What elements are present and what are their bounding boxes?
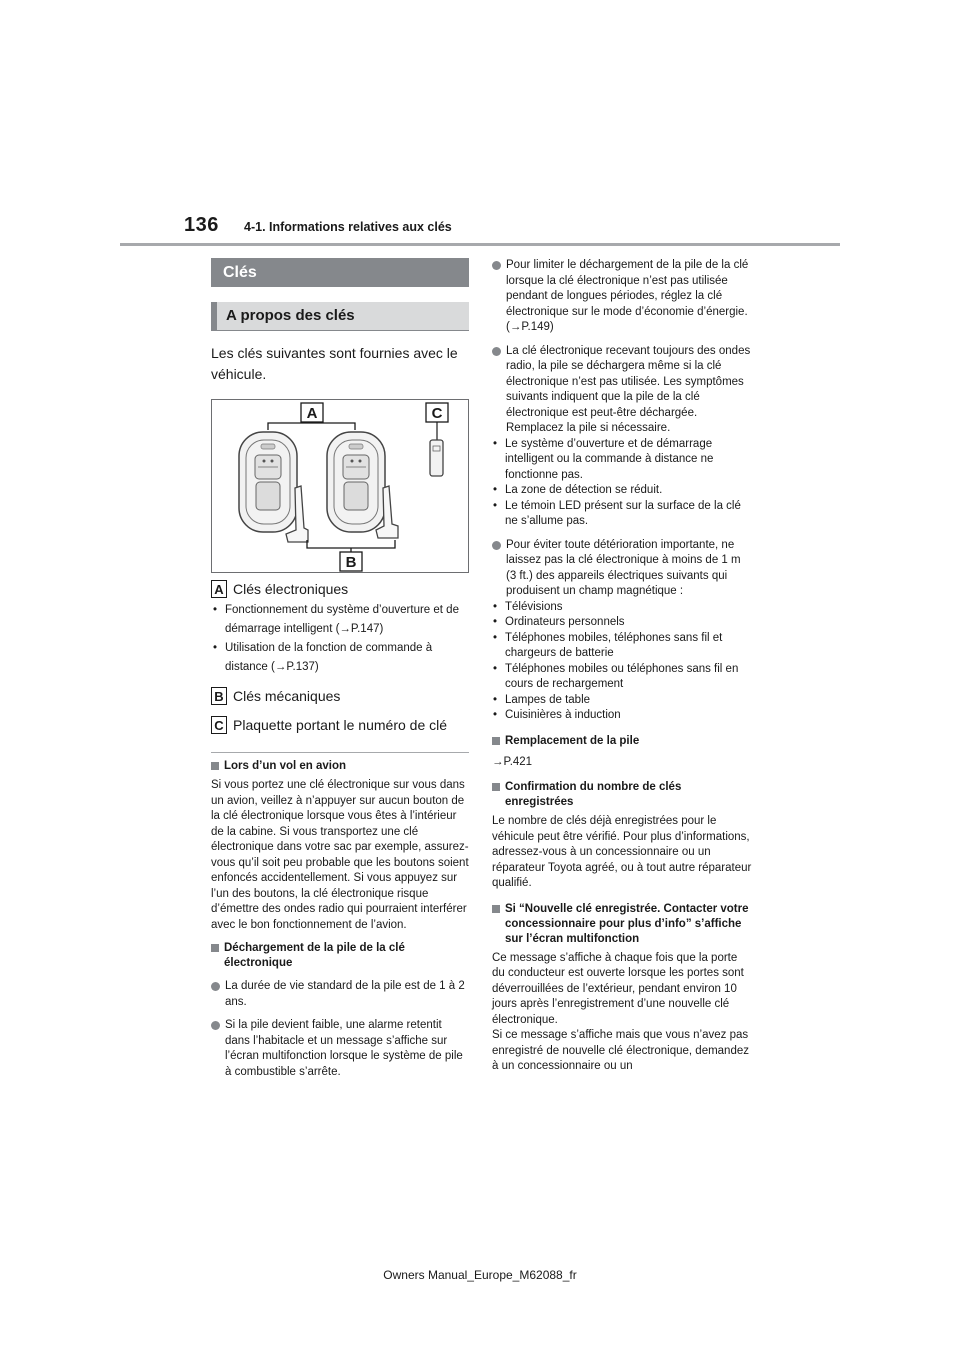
symptoms-list bbox=[492, 437, 752, 530]
legend-b-key: B bbox=[211, 687, 227, 705]
list-item: • La zone de détection se réduit. bbox=[492, 483, 752, 499]
note-replace-title: Remplacement de la pile bbox=[492, 734, 752, 749]
electronic-key-right-icon bbox=[327, 432, 385, 532]
list-item: • Ordinateurs personnels bbox=[492, 615, 752, 631]
note-battery-title: Déchargement de la pile de la clé électronique bbox=[211, 941, 469, 971]
note-confirm-text: Le nombre de clés déjà enregistrées pour le véhicule peut être vérifié. Pour plus d’informations, adressez-vous à un concessionnaire ou un réparateur Toyota agréé, ou à tout autre réparateur qualifié. bbox=[492, 815, 752, 889]
list-item: • Fonctionnement du système d’ouverture et de démarrage intelligent (→P.147) bbox=[211, 601, 469, 639]
key-number-plate-icon bbox=[430, 440, 443, 476]
note-new-key-text-2: Si ce message s’affiche mais que vous n’avez pas enregistré de nouvelle clé électronique, demandez à un concessionnaire ou un bbox=[492, 1029, 749, 1072]
label-c: C bbox=[431, 405, 443, 422]
legend-b-text: Clés mécaniques bbox=[233, 688, 341, 704]
list-item: • Lampes de table bbox=[492, 693, 752, 709]
keys-figure bbox=[211, 399, 469, 573]
circle-bullet-icon bbox=[211, 982, 220, 991]
legend-a-list bbox=[211, 601, 469, 677]
list-item: • Cuisinières à induction bbox=[492, 708, 752, 724]
header-rule bbox=[120, 243, 840, 246]
legend-a-text: Clés électroniques bbox=[233, 581, 349, 597]
section-title: Clés bbox=[211, 258, 469, 287]
square-bullet-icon bbox=[492, 783, 500, 791]
list-item: • Le témoin LED présent sur la surface de la clé ne s’allume pas. bbox=[492, 499, 752, 530]
chapter-title: 4-1. Informations relatives aux clés bbox=[244, 220, 452, 234]
page-number: 136 bbox=[184, 214, 219, 236]
note-flight-text: Si vous portez une clé électronique sur vous dans un avion, veillez à n’appuyer sur aucun bouton de la clé électronique lorsque vous êtes à l’intérieur de la cabine. Si vous transportez une clé électronique dans votre sac par exemple, assurez-vous qu’il soit peu probable que les boutons soient enfoncés accidentellement. Si vous appuyez sur l’un des boutons, la clé électronique risque d’émettre des ondes radio qui pourraient interférer avec le bon fonctionnement de l’avion. bbox=[211, 779, 469, 931]
note-battery-item: La durée de vie standard de la pile est de 1 à 2 ans. bbox=[211, 979, 469, 1010]
right-column bbox=[492, 258, 752, 1075]
list-item: • Téléphones mobiles, téléphones sans fil et chargeurs de batterie bbox=[492, 631, 752, 662]
note-battery-item: Si la pile devient faible, une alarme retentit dans l’habitacle et un message s’affiche sur l’écran multifonction lorsque le système de pile à combustible s’arrête. bbox=[211, 1018, 469, 1080]
square-bullet-icon bbox=[211, 762, 219, 770]
notes-divider bbox=[211, 752, 469, 753]
devices-list bbox=[492, 600, 752, 724]
circle-bullet-icon bbox=[492, 261, 501, 270]
legend-a-key: A bbox=[211, 580, 227, 598]
label-b: B bbox=[345, 554, 357, 571]
note-replace-link[interactable]: →P.421 bbox=[492, 755, 533, 768]
label-a: A bbox=[306, 405, 318, 422]
legend-a bbox=[211, 580, 469, 598]
circle-bullet-icon bbox=[492, 347, 501, 356]
legend-c bbox=[211, 716, 469, 734]
note-confirm-title: Confirmation du nombre de clés enregistrées bbox=[492, 780, 752, 810]
electronic-key-left-icon bbox=[239, 432, 297, 532]
square-bullet-icon bbox=[492, 737, 500, 745]
battery-symptoms-item: La clé électronique recevant toujours des ondes radio, la pile se déchargera même si la clé électronique n’est pas utilisée. Les symptômes suivants indiquent que la pile de la clé électronique est peut-être déchargée. Remplacez la pile si nécessaire. bbox=[492, 344, 752, 437]
legend-c-text: Plaquette portant le numéro de clé bbox=[233, 717, 448, 733]
list-item: • Télévisions bbox=[492, 600, 752, 616]
subsection-title: A propos des clés bbox=[211, 302, 469, 331]
note-flight-title: Lors d’un vol en avion bbox=[211, 759, 469, 774]
legend-b bbox=[211, 687, 469, 705]
legend-c-key: C bbox=[211, 716, 227, 734]
square-bullet-icon bbox=[492, 905, 500, 913]
footer-text: Owners Manual_Europe_M62088_fr bbox=[383, 1268, 577, 1282]
circle-bullet-icon bbox=[492, 541, 501, 550]
note-new-key-text: Ce message s’affiche à chaque fois que la porte du conducteur est ouverte lorsque les portes sont déverrouillées de l’extérieur, pendant environ 10 jours après l’enregistrement d’une nouvelle clé électronique. bbox=[492, 951, 744, 1026]
magnetic-field-item: Pour éviter toute détérioration importante, ne laissez pas la clé électronique à moins de 1 m (3 ft.) des appareils électriques suivants qui produisent un champ magnétique : bbox=[492, 538, 752, 600]
circle-bullet-icon bbox=[211, 1021, 220, 1030]
list-item: • Téléphones mobiles ou téléphones sans fil en cours de rechargement bbox=[492, 662, 752, 693]
keys-illustration bbox=[212, 400, 468, 572]
list-item: • Utilisation de la fonction de commande à distance (→P.137) bbox=[211, 639, 469, 677]
square-bullet-icon bbox=[211, 944, 219, 952]
list-item: • Le système d’ouverture et de démarrage intelligent ou la commande à distance ne fonctionne pas. bbox=[492, 437, 752, 484]
left-column bbox=[211, 258, 469, 1080]
note-new-key-title: Si “Nouvelle clé enregistrée. Contacter votre concessionnaire pour plus d’info” s’affiche sur l’écran multifonction bbox=[492, 902, 752, 947]
battery-saving-item: Pour limiter le déchargement de la pile de la clé lorsque la clé électronique n’est pas utilisée pendant de longues périodes, réglez la clé électronique sur le mode d’économie d’énergie. (→P.149) bbox=[492, 258, 752, 336]
intro-text: Les clés suivantes sont fournies avec le véhicule. bbox=[211, 345, 458, 382]
